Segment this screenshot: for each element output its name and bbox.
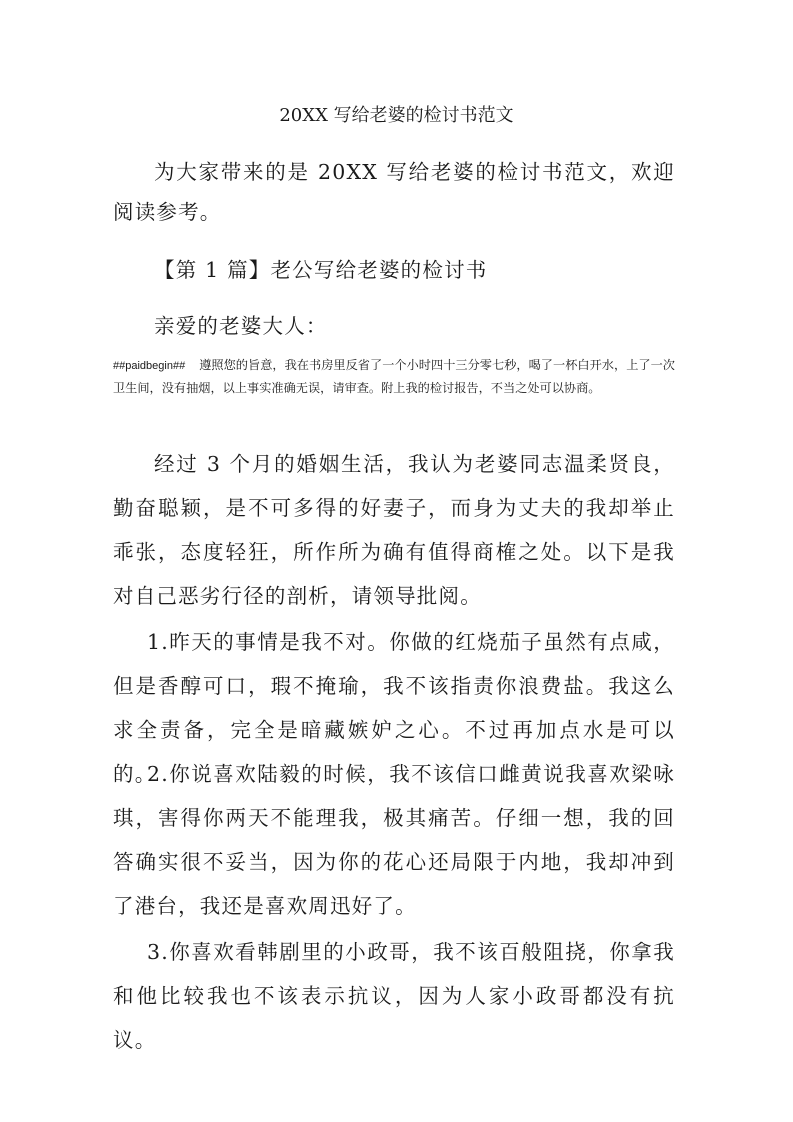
paid-marker: ##paidbegin## [113,360,186,372]
greeting-line: 亲爱的老婆大人： [154,314,328,338]
opening-text: 遵照您的旨意，我在书房里反省了一个小时四十三分零七秒，喝了一杯白开水，上了一次卫生间，没有抽烟，以上事实准确无误，请审查。附上我的检讨报告，不当之处可以协商。 [113,358,675,395]
opening-paragraph [113,354,675,399]
intro-paragraph: 为大家带来的是 20XX 写给老婆的检讨书范文，欢迎阅读参考。 [113,160,675,224]
body-paragraph: 经过 3 个月的婚姻生活，我认为老婆同志温柔贤良，勤奋聪颖，是不可多得的好妻子，而身为丈夫的我却举止乖张，态度轻狂，所作所为确有值得商榷之处。以下是我对自己恶劣行径的剖析，请领导批阅。 [113,452,675,608]
list-item-3: 3.你喜欢看韩剧里的小政哥，我不该百般阻挠，你拿我和他比较我也不该表示抗议，因为人家小政哥都没有抗议。 [113,940,675,1052]
list-item-2: 2.你说喜欢陆毅的时候，我不该信口雌黄说我喜欢梁咏琪，害得你两天不能理我，极其痛苦。仔细一想，我的回答确实很不妥当，因为你的花心还局限于内地，我却冲到了港台，我还是喜欢周迅好了。 [113,762,675,918]
list-item-1: 1.昨天的事情是我不对。你做的红烧茄子虽然有点咸，但是香醇可口，瑕不掩瑜，我不该指责你浪费盐。我这么求全责备，完全是暗藏嫉妒之心。不过再加点水是可以的。 [113,630,675,786]
section-heading: 【第 1 篇】老公写给老婆的检讨书 [154,258,488,282]
document-title: 20XX 写给老婆的检讨书范文 [279,105,514,126]
